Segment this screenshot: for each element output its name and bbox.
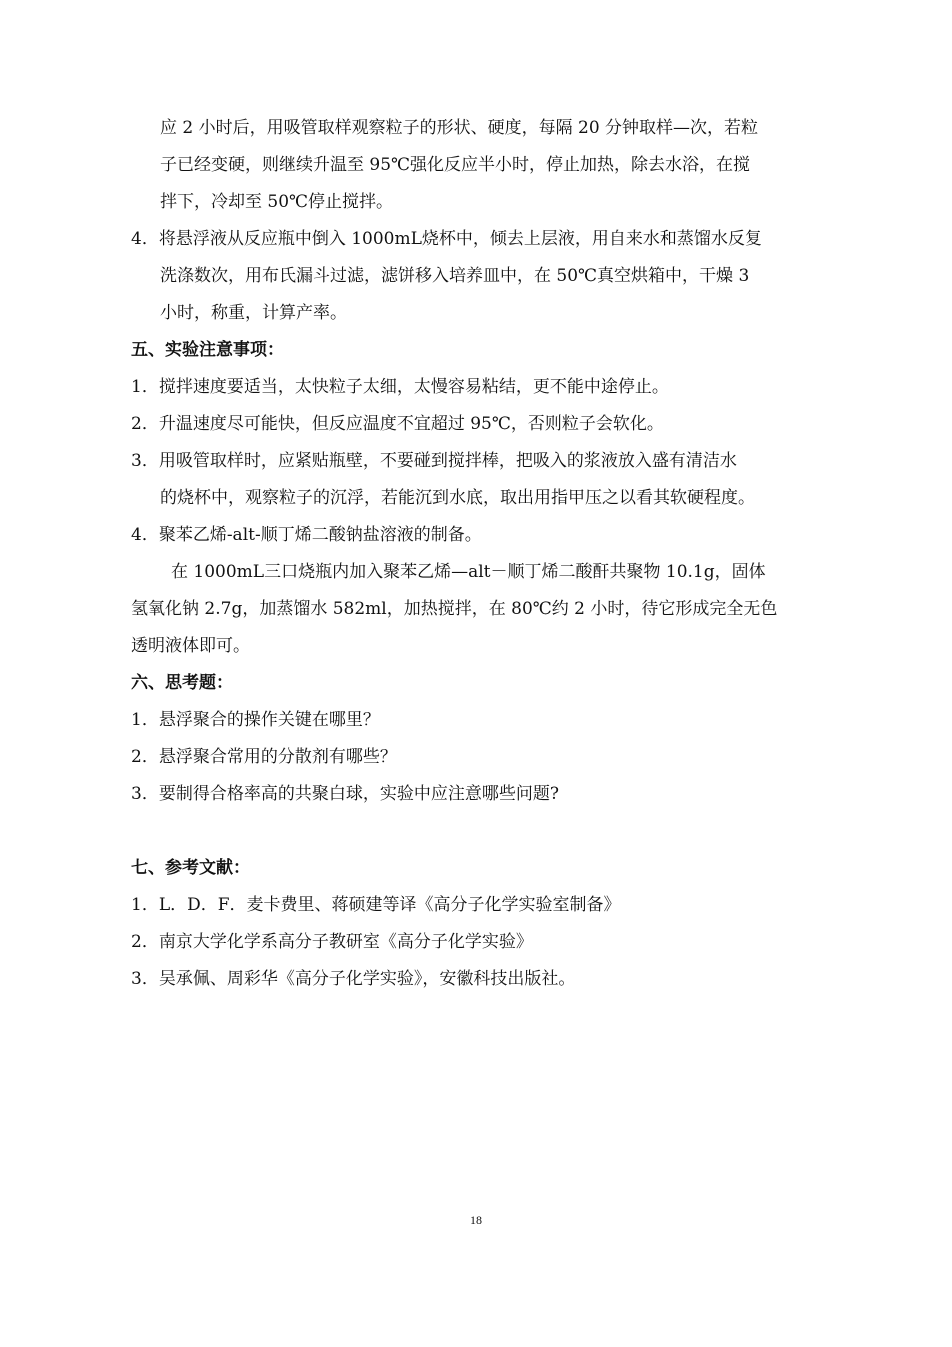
list-item: 2．升温速度尽可能快，但反应温度不宜超过 95℃，否则粒子会软化。 xyxy=(131,414,664,434)
body-line: 小时，称重，计算产率。 xyxy=(160,303,347,323)
body-line: 子已经变硬，则继续升温至 95℃强化反应半小时，停止加热，除去水浴，在搅 xyxy=(160,155,751,175)
section-heading: 五、实验注意事项： xyxy=(131,340,284,360)
list-item: 4．聚苯乙烯-alt-顺丁烯二酸钠盐溶液的制备。 xyxy=(131,525,482,545)
body-line: 洗涤数次，用布氏漏斗过滤，滤饼移入培养皿中，在 50℃真空烘箱中，干燥 3 xyxy=(160,266,750,286)
list-item: 3．用吸管取样时，应紧贴瓶壁，不要碰到搅拌棒，把吸入的浆液放入盛有清洁水 xyxy=(131,451,737,471)
page-content xyxy=(131,110,827,998)
list-item: 3．要制得合格率高的共聚白球，实验中应注意哪些问题? xyxy=(131,784,559,804)
section-heading: 六、思考题： xyxy=(131,673,233,693)
step-item: 4．将悬浮液从反应瓶中倒入 1000mL烧杯中，倾去上层液，用自来水和蒸馏水反复 xyxy=(131,229,762,249)
paragraph-line: 透明液体即可。 xyxy=(131,636,250,656)
list-item: 1．搅拌速度要适当，太快粒子太细，太慢容易粘结，更不能中途停止。 xyxy=(131,377,669,397)
reference-item: 2．南京大学化学系高分子教研室《高分子化学实验》 xyxy=(131,932,533,952)
page-number: 18 xyxy=(470,1213,482,1227)
section-heading: 七、参考文献： xyxy=(131,858,250,878)
spacer xyxy=(131,813,827,850)
paragraph-line: 在 1000mL三口烧瓶内加入聚苯乙烯—alt－顺丁烯二酸酐共聚物 10.1g，固体 xyxy=(171,562,766,582)
body-line: 应 2 小时后，用吸管取样观察粒子的形状、硬度，每隔 20 分钟取样—次，若粒 xyxy=(160,118,759,138)
reference-item: 3．吴承佩、周彩华《高分子化学实验》，安徽科技出版社。 xyxy=(131,969,576,989)
reference-item: 1．L．D．F．麦卡费里、蒋硕建等译《高分子化学实验室制备》 xyxy=(131,895,621,915)
body-line: 的烧杯中，观察粒子的沉浮，若能沉到水底，取出用指甲压之以看其软硬程度。 xyxy=(160,488,755,508)
paragraph-line: 氢氧化钠 2.7g，加蒸馏水 582ml，加热搅拌，在 80℃约 2 小时，待它形成完全无色 xyxy=(131,599,778,619)
list-item: 2．悬浮聚合常用的分散剂有哪些？ xyxy=(131,747,397,767)
body-line: 拌下，冷却至 50℃停止搅拌。 xyxy=(160,192,394,212)
list-item: 1．悬浮聚合的操作关键在哪里？ xyxy=(131,710,380,730)
